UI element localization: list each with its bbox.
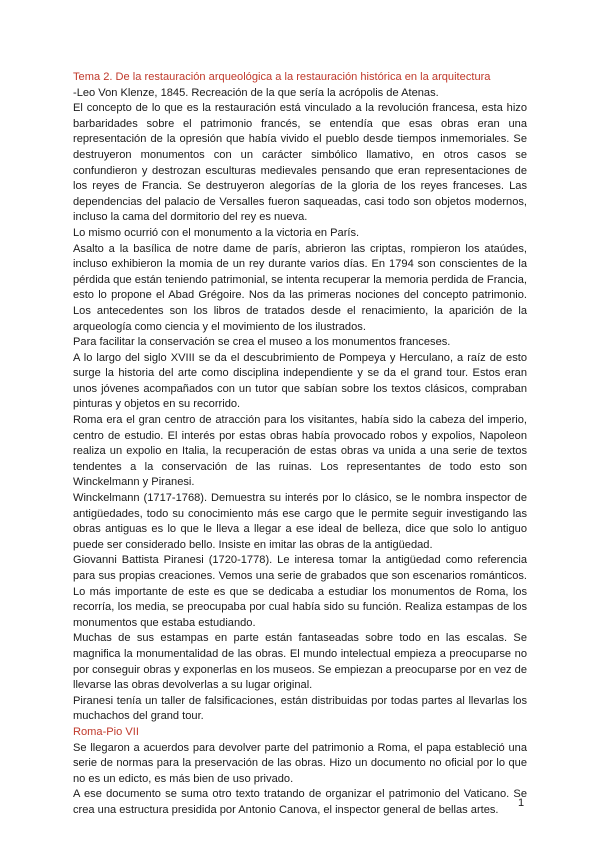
paragraph: Piranesi tenía un taller de falsificaciones, están distribuidas por todas partes al llevarlas los muchachos del grand tour. xyxy=(73,694,527,723)
paragraph: Giovanni Battista Piranesi (1720-1778). Le interesa tomar la antigüedad como referencia para sus propias creaciones. Vemos una serie de grabados que son escenarios románticos. Lo más importante de este es que se dedicaba a estudiar los monumentos de Roma, los recorría, los media, se preocupaba por cual había sido su función. Realiza estampas de los monumentos que estaba estudiando. xyxy=(73,554,527,629)
paragraph: Winckelmann (1717-1768). Demuestra su interés por lo clásico, se le nombra inspector de antigüedades, todo su conocimiento más ese cargo que le permite seguir investigando las obras antiguas es lo que le lleva a llegar a ese ideal de belleza, dice que solo lo antiguo puede ser considerado bello. Insiste en imitar las obras de la antigüedad. xyxy=(73,492,527,551)
paragraph: Para facilitar la conservación se crea el museo a los monumentos franceses. xyxy=(73,336,451,349)
paragraph: Muchas de sus estampas en parte están fantaseadas sobre todo en las escalas. Se magnifica la monumentalidad de las obras. El mundo intelectual empieza a preocuparse no por conseguir obras y exponerlas en los museos. Se empiezan a preocuparse por en vez de llevarse las obras devolverlas a su lugar original. xyxy=(73,632,527,692)
page-number: 1 xyxy=(518,797,525,809)
paragraph: Roma era el gran centro de atracción para los visitantes, había sido la cabeza del imperio, centro de estudio. El interés por estas obras había provocado robos y expolios, Napoleon realiza un expolio en Italia, la recuperación de estas obras va unida a una serie de textos tendentes a la conservación de las ruinas. Los representantes de todo esto son Winckelmann y Piranesi. xyxy=(73,414,527,489)
paragraph: A ese documento se suma otro texto tratando de organizar el patrimonio del Vaticano. Se crea una estructura presidida por Antonio Canova, el inspector general de bellas artes. xyxy=(73,788,527,816)
document-body xyxy=(73,70,527,819)
document-title: Tema 2. De la restauración arqueológica a la restauración histórica en la arquitectura xyxy=(73,71,491,83)
paragraph: El concepto de lo que es la restauración está vinculado a la revolución francesa, esta hizo barbaridades sobre el patrimonio francés, se entendía que esas obras eran una representación de la opresión que había vivido el pueblo desde tiempos inmemoriales. Se destruyeron monumentos con un carácter simbólico llamativo, en otros casos se confundieron y destrozan esculturas medievales pensando que eran representaciones de los reyes de Francia. Se destruyeron alegorías de la gloria de los reyes franceses. Las dependencias del palacio de Versalles fueron saqueadas, casi todo son objetos modernos, incluso la cama del dormitorio del rey es nueva. xyxy=(73,102,527,224)
paragraph: -Leo Von Klenze, 1845. Recreación de la que sería la acrópolis de Atenas. xyxy=(73,86,439,99)
paragraph: Lo mismo ocurrió con el monumento a la victoria en París. xyxy=(73,226,360,239)
paragraph: Se llegaron a acuerdos para devolver parte del patrimonio a Roma, el papa estableció una serie de normas para la preservación de las obras. Hizo un documento no oficial por lo que no es un edicto, es más bien de uso privado. xyxy=(73,741,527,785)
section-subheading: Roma-Pio VII xyxy=(73,725,139,738)
paragraph: Asalto a la basílica de notre dame de parís, abrieron las criptas, rompieron los ataúdes, incluso exhibieron la momia de un rey durante varios días. En 1794 son conscientes de la pérdida que están teniendo patrimonial, se intenta recuperar la memoria perdida de Francia, esto lo propone el Abad Grégoire. Nos da las primeras nociones del concepto patrimonio. Los antecedentes son los libros de tratados desde el renacimiento, la aparición de la arqueología como ciencia y el movimiento de los ilustrados. xyxy=(73,242,527,333)
paragraph: A lo largo del siglo XVIII se da el descubrimiento de Pompeya y Herculano, a raíz de esto surge la historia del arte como disciplina independiente y se da el grand tour. Estos eran unos jóvenes acompañados con un tutor que sabían sobre los textos clásicos, compraban pinturas y objetos en su recorrido. xyxy=(73,351,527,411)
